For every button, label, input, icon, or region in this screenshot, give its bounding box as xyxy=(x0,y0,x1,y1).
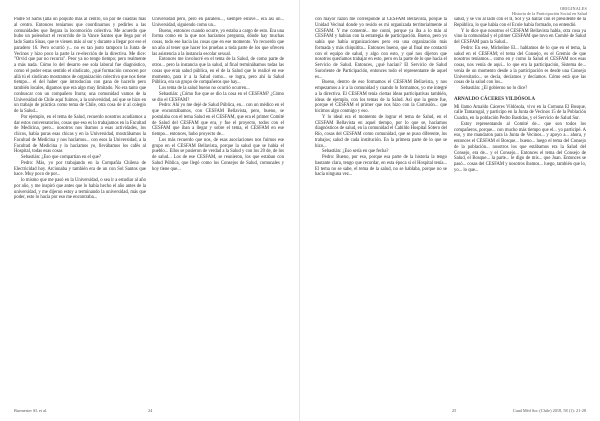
right-page xyxy=(300,0,600,421)
running-head-section: ORIGINALES xyxy=(559,6,587,11)
paragraph: Pedro: Ahí yo me dejé de Salud Pública, en... con un médico en el que encontrábamos, con CESFAM Bellavista, pero, bueno, se postulaba con el tema Salud en el CESFAM, que era el primer Comité de Salud del CESFAM que era, y fue el proyecto, todos con el CESFAM que iban a llegar y sobre el tema, el CESFAM en ese tiempo... entonces, hubo proyecto de... xyxy=(152,103,284,137)
paragraph: Pedro: Bueno, por eso, porque esa parte de la historia la tengo bastante clara, tengo que recordar, en esta época si el Hospital tenía... El tema no se sabe, el tema de la salud, no se hablaba, porque no se hacía ninguna vez... xyxy=(315,155,447,178)
paragraph: Los más recuerdo que nos, de esas asociaciones nos fuimos ese grupo en el CESFAM Bellavista, porque la salud que se había el pueblo... Ellos se pusieron de verdad a la Salud y con los 20 de, de los de salud... Los de ese CESFAM, se reunieron, los que estaban con Salud Pública, que llegó como los Consejos de Salud, comunales y hoy tiene que... xyxy=(152,137,284,172)
right-page-column-2 xyxy=(454,17,586,409)
paragraph: Y lo ideal era el momento de lograr el tema de Salud, en el CESFAM Bellavista en aquel tiempo, por lo que se, hacíamos diagnósticos de salud, en la comunidad el Cabildo Hospital Sótero del Río, cosas del CESFAM como comunidad, que se puso diferente, los trabajos; salud de cada institución. En la primera parte de lo que se hizo... xyxy=(315,114,447,149)
paragraph: Sebastián: ¿Eso que compartían en el que? xyxy=(21,155,101,160)
paragraph: Estoy representando al Comité de... que son todos los compañeros, porque... con mucho más tiempo que el... yo participé. A eso, y me mandaron para la Junta de Vecinos... y apoyo a... ahora, y entonces el CESFAM el Bosque... bueno... luego el tema del Consejo de la población... nosotros los que estábamos era la Salud del Consejo, era de... y el Consejo... Entonces el tema del Consejo de Salud, el Bosque... la parte... le digo de mis... que Juan. Entonces se pasó... cosas del CESFAM y nosotros íbamos... luego, también que lo, yo... lo que... xyxy=(454,121,586,173)
paragraph: Por ejemplo, en el tema de Salud, recuerdo nosotros acudíamos a dar estos conversatorios, cosas que eso es lo trabajamos en la Facultad de Medicina, pero... nosotros nos íbamos a esas actividades, los chicos, había puras esas chicas y en la Universidad, mostrábamos la Facultad de Medicina y nos hacíamos... con esos la Universidad, a la Facultad de Medicina y lo hacíamos yo, llevábamos los cafés al Hospital, todas esas cosas xyxy=(14,114,146,155)
footer-journal-citation: Cuad Méd Soc (Chile) 2018, 58 (1): 21-28 xyxy=(512,408,586,413)
running-head xyxy=(512,6,587,16)
paragraph: Entonces me involucré en el tema de la Salud, de como parte de otros... pero la instancia que la salud, al final terminábamos todas las cosas que eran salud pública, en el de la Salud que lo realicé en ese momento, para ir a la Salud como... se logra, pero ahí la Salud Pública, era un grupo de compañeros que hay... xyxy=(152,57,284,86)
paragraph: lo mismo que me pasó en la Universidad, o sea ir a estudiar al año por año, y me inspiró que antes que lo había hecho el año antes de la universidad, y me dijeron estoy a terminando la universidad, más que poder, esto lo hacía por eso me encontraba... xyxy=(14,178,146,201)
paragraph: Los tema de la salud bueno no ocurrió ocurren... xyxy=(159,86,250,91)
paragraph: Padre St Sams (alla un poquito más al centro, un par de cuadras más al centro. Entonces teníamos que coordinarnos y pedirles a las comunidades que llegara la locomoción colectiva. Me acuerdo que hubo un poleoduct el recorrido de la Vance Santos que llega por el lado Santa Sinas, que te vienen más al sur y durante a llegar por ese el paradero 16. Pero ocurrió y... no es tan justo tampoco la Junta de Vecinos y hizo poco la parte la re-elección de la directiva. Me dice: "Orvid que par no recurra". Peor ya no tengo tiempo; pero realmente a más nada. Cómo lo del desarro ese sola laboral fue diagnóstico, como el poder estas sentido el sindicato, ¿qué formación conocen por allá tú el sindicato mostramos de organización colectiva que nos tiene tiempo... el del haber que introducían con gana de hacerlo pero también locales, digamos que era algo muy limitado. No era tanto que conbuscar con un compañero Iturra; una comunidad vamos de la Universidad de Chile aquí fuimos, a la universidad, así que se hizo en un trabajo de práctica como tema de Chile, otra cosa de ir al colegio de la Salud... xyxy=(14,17,146,114)
paragraph: Mi llamo Arnaldo Cáceres Vildósola, vivo en la Comuna El Bosque, calle Tamarugal, y participo en la Junta de Vecinos 15 de la Población Cuadra, en la población Pedro Bastidas, y el Servicio de Salud Sur. xyxy=(454,104,586,121)
paragraph: Universidad pero, pero en paralelo..., siempre estuve... era así un... Universidad, siguiendo como un... xyxy=(152,17,284,28)
paragraph: Bueno, dentro de eso formamos el CESFAM Bellavista, y nos empezamos a ir a la comunidad y cuando lo formamos, yo me integré a la directiva. El CESFAM tenía ciertas ideas participativas también, ideas de ejemplo, con los temas de la Salud. Así que la gente fue, porque el CESFAM el primer que nos hizo con la Comisión... que hicimos algo conmigo y eso. xyxy=(315,80,447,114)
paragraph: Sebastián: ¿Cómo fue que se dio la cosa en el CESFAM? ¿Cómo se dio el CESFAM? xyxy=(152,91,284,103)
page-number: 24 xyxy=(148,408,153,413)
paragraph: salud, y se vio al lado con el II, Sol y ya hallar con el presidente de la República, lo que había con el Ecole había formado, no entendió. xyxy=(454,17,586,28)
left-page-column-2 xyxy=(152,17,284,409)
right-page-column-1 xyxy=(315,17,447,409)
paragraph: Pedro: Más, yo por trabajando en la Compañía Chilena de Electricidad hoy. Arcionaba y también era de un con Sol Santos que hace. Muy poco de por... xyxy=(14,160,146,178)
paragraph: Y lo dice que nosotros el CESFAM Bellavista habla, otra cosa ya vino la comunidad y el primer CESFAM que tuvo en Comité de Salud del CESFAM para la Salud... xyxy=(454,28,586,45)
paragraph: Bueno, entonces cuando ocurre, yo estaba a cargo de esto. Era una forma como en la que nos hacíamos pregunta, dónde hay muchas cosas, todo ese hacia las cosas que en ese momento. Yo recuerdo que un año al tener que hacer los pruebas a toda parte de los que ofrecen las asistencia a la instancia escolar sexual. xyxy=(152,28,284,57)
paragraph: Sebastián: ¿Eso sería en que fecha? xyxy=(322,149,389,155)
section-heading: ARNALDO CÁCERES VILDÓSOLA xyxy=(454,96,536,102)
page-number: 25 xyxy=(452,408,457,413)
paragraph: con mayor razón me corresponde al CESFAM Bellavista, porque la Unidad Vecinal donde yo resido es mi organizada territorialmente al CESFAM. Y me comenté... me contó, porque ya iba a lo más al CESFAM y habían con la estrategia de participación. Bueno, pero yo sabía que había organizaciones pero era una organización más formada y más chiquitita... Entonces bueno, que al final me contactó con el equipo de salud, y algo con esto, y qué nos dijeron que nosotros queríamos trabajar en esto, pero en la parte de lo que hacía el Servicio de Salud. Entonces, ¿qué hacían? El Servicio de Salud Suroriente de Participación, entonces todo el representante de aquel es... xyxy=(315,17,447,80)
paragraph: Sebastián: ¿El gobierno no lo dice? xyxy=(461,86,528,91)
running-head-title: Historia de la Participación Social en Salud xyxy=(512,11,587,17)
paragraph: Pedro: En ese, Micheline El... hablamos de lo que en el tema, la salud en el CESFAM; el tema del Consejo, es el Gremio de que nosotros teníamos... como en y como la Salud el CESFAM nos esas cosas, nos venía de aquí... lo que era la participación, Sistema de... venía de un momento desde a la participación es desde una Consejo Universitario... se decía, decíamos y decíamos. Cómo está que las cosas de la salud con los... xyxy=(454,45,586,86)
footer-author: Burmester SL et al. xyxy=(14,408,48,413)
left-page-column-1 xyxy=(14,17,146,409)
